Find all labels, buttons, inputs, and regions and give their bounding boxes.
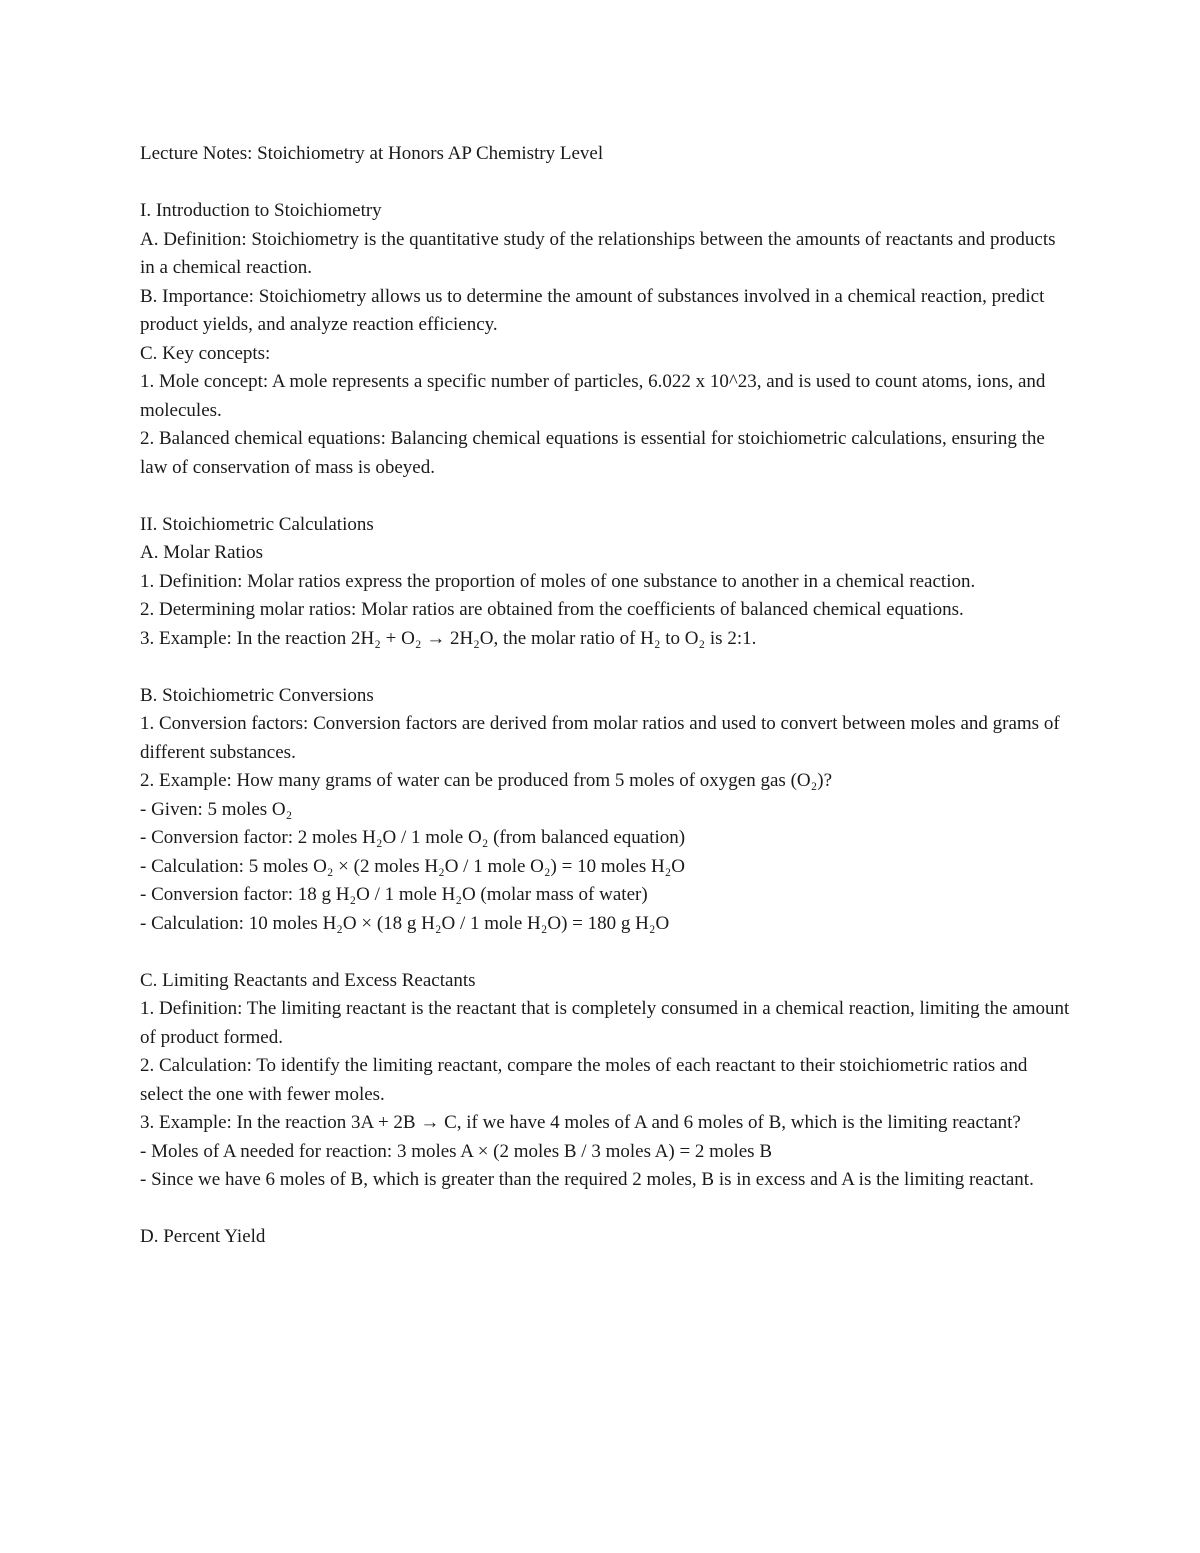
limiting-example: 3. Example: In the reaction 3A + 2B → C, if we have 4 moles of A and 6 moles of B, which is the limiting reactant? <box>140 1112 1021 1133</box>
document-page <box>140 140 1070 1252</box>
conversion-factor-2: - Conversion factor: 18 g H₂O / 1 mole H₂O (molar mass of water) <box>140 884 648 905</box>
limiting-calculation: 2. Calculation: To identify the limiting reactant, compare the moles of each reactant to their stoichiometric ratios and select the one with fewer moles. <box>140 1055 1028 1105</box>
intro-key-concepts: C. Key concepts: <box>140 342 271 364</box>
subheading-molar-ratios: A. Molar Ratios <box>140 542 263 563</box>
conversion-factors: 1. Conversion factors: Conversion factors are derived from molar ratios and used to convert between moles and grams of different substances. <box>140 713 1060 763</box>
conversion-calculation-1: - Calculation: 5 moles O₂ × (2 moles H₂O / 1 mole O₂) = 10 moles H₂O <box>140 855 686 877</box>
conversion-example: 2. Example: How many grams of water can be produced from 5 moles of oxygen gas (O₂)? <box>140 770 832 791</box>
subheading-percent-yield: D. Percent Yield <box>140 1226 266 1247</box>
intro-importance: B. Importance: Stoichiometry allows us to determine the amount of substances involved in a chemical reaction, predict product yields, and analyze reaction efficiency. <box>140 285 1045 335</box>
conversion-factor-1: - Conversion factor: 2 moles H₂O / 1 mole O₂ (from balanced equation) <box>140 827 686 848</box>
spacer <box>140 938 1070 967</box>
conversion-given: - Given: 5 moles O₂ <box>140 798 293 820</box>
intro-mole-concept: 1. Mole concept: A mole represents a specific number of particles, 6.022 x 10^23, and is used to count atoms, ions, and molecules. <box>140 371 1046 421</box>
spacer <box>140 1195 1070 1224</box>
intro-balanced-equations: 2. Balanced chemical equations: Balancing chemical equations is essential for stoichiometric calculations, ensuring the law of conservation of mass is obeyed. <box>140 428 1045 478</box>
molar-ratios-determining: 2. Determining molar ratios: Molar ratios are obtained from the coefficients of balanced chemical equations. <box>140 599 964 620</box>
subheading-limiting-reactants: C. Limiting Reactants and Excess Reactants <box>140 969 476 991</box>
molar-ratios-definition: 1. Definition: Molar ratios express the proportion of moles of one substance to another in a chemical reaction. <box>140 570 976 592</box>
spacer <box>140 169 1070 198</box>
intro-definition: A. Definition: Stoichiometry is the quantitative study of the relationships between the amounts of reactants and products in a chemical reaction. <box>140 228 1056 278</box>
document-title: Lecture Notes: Stoichiometry at Honors AP Chemistry Level <box>140 143 604 164</box>
conversion-calculation-2: - Calculation: 10 moles H₂O × (18 g H₂O / 1 mole H₂O) = 180 g H₂O <box>140 912 670 934</box>
limiting-definition: 1. Definition: The limiting reactant is the reactant that is completely consumed in a chemical reaction, limiting the amount of product formed. <box>140 998 1070 1048</box>
spacer <box>140 653 1070 682</box>
subheading-conversions: B. Stoichiometric Conversions <box>140 684 374 706</box>
spacer <box>140 482 1070 511</box>
section-heading-calculations: II. Stoichiometric Calculations <box>140 513 374 535</box>
limiting-step-2: - Since we have 6 moles of B, which is greater than the required 2 moles, B is in excess and A is the limiting reactant. <box>140 1169 1034 1190</box>
limiting-step-1: - Moles of A needed for reaction: 3 moles A × (2 moles B / 3 moles A) = 2 moles B <box>140 1140 772 1162</box>
molar-ratios-example: 3. Example: In the reaction 2H₂ + O₂ → 2H₂O, the molar ratio of H₂ to O₂ is 2:1. <box>140 627 757 649</box>
section-heading-intro: I. Introduction to Stoichiometry <box>140 200 382 221</box>
